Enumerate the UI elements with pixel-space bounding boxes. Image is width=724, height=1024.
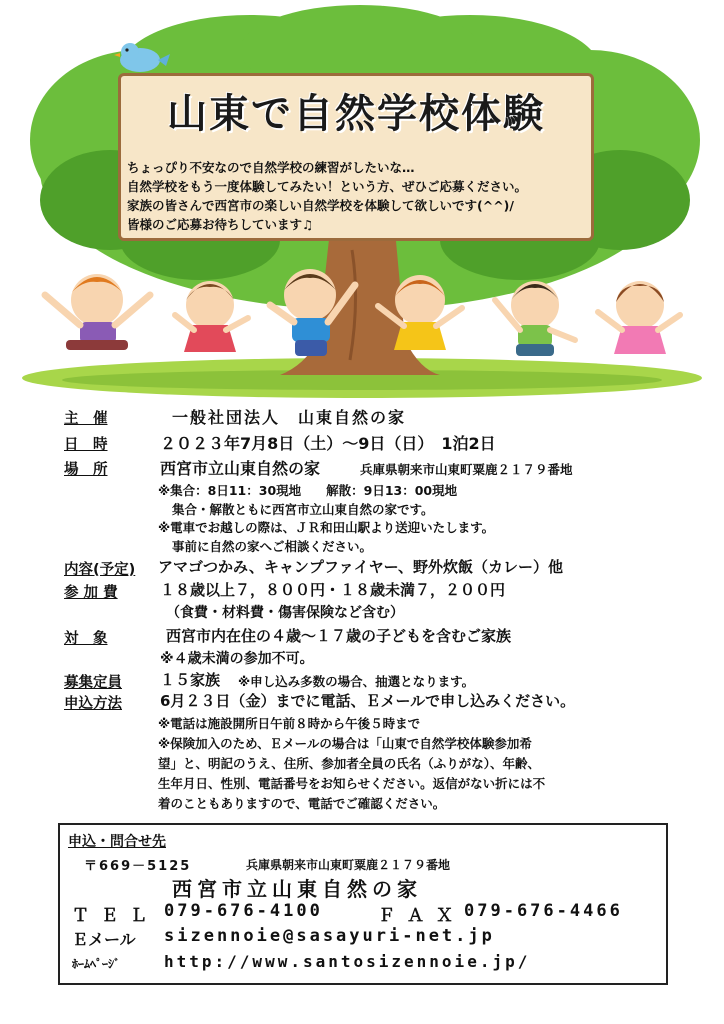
capacity-value: １５家族 — [160, 671, 221, 689]
contact-address: 兵庫県朝来市山東町粟鹿２１７９番地 — [246, 858, 451, 872]
target-note: ※４歳未満の参加不可。 — [160, 651, 314, 667]
tel-number[interactable]: 079-676-4100 — [164, 901, 323, 921]
contact-postal: 〒669－5125 — [84, 859, 192, 874]
contact-org: 西宮市立山東自然の家 — [172, 877, 422, 901]
place-note: 集合・解散ともに西宮市立山東自然の家です。 — [172, 502, 434, 517]
apply-label: 申込方法 — [64, 696, 122, 712]
target-value: 西宮市内在住の４歳～１７歳の子どもを含むご家族 — [166, 627, 512, 645]
intro-line: 皆様のご応募お待ちしています♫ — [127, 217, 314, 232]
contact-heading: 申込・問合せ先 — [68, 834, 166, 850]
intro-line: ちょっぴり不安なので自然学校の練習がしたいな… — [127, 160, 415, 175]
fax-number: 079-676-4466 — [464, 901, 623, 921]
date-value: ２０２３年7月8日（土）～9日（日） 1泊2日 — [160, 434, 496, 453]
capacity-note: ※申し込み多数の場合、抽選となります。 — [238, 674, 475, 689]
fee-note: （食費・材料費・傷害保険など含む） — [166, 605, 404, 621]
target-label: 対 象 — [64, 631, 108, 647]
email-label: Ｅメール — [72, 930, 136, 949]
fax-label: ＦＡＸ — [378, 906, 465, 926]
tel-label: ＴＥＬ — [72, 906, 159, 926]
date-label: 日 時 — [64, 437, 108, 453]
page-title: 山東で自然学校体験 — [167, 91, 545, 137]
apply-note: 生年月日、性別、電話番号をお知らせください。返信がない折には不 — [158, 776, 546, 791]
fee-label: 参 加 費 — [64, 585, 118, 601]
organizer-value: 一般社団法人 山東自然の家 — [172, 408, 407, 427]
place-note: ※電車でお越しの際は、ＪＲ和田山駅より送迎いたします。 — [158, 520, 495, 535]
apply-value: 6月２３日（金）までに電話、Ｅメールで申し込みください。 — [160, 692, 576, 710]
web-label: ﾎｰﾑﾍﾟｰｼﾞ — [72, 957, 121, 971]
organizer-label: 主 催 — [64, 411, 108, 427]
apply-note: 着のこともありますので、電話でご確認ください。 — [158, 796, 446, 811]
intro-line: 自然学校をもう一度体験してみたい！という方、ぜひご応募ください。 — [127, 179, 528, 194]
place-note: ※集合：8日11：30現地 解散：9日13：00現地 — [158, 483, 458, 498]
apply-note: 望」と、明記のうえ、住所、参加者全員の氏名（ふりがな）、年齢、 — [158, 756, 541, 771]
content-label: 内容(予定) — [64, 562, 136, 578]
intro-text — [127, 158, 593, 234]
content-value: アマゴつかみ、キャンプファイヤー、野外炊飯（カレー）他 — [158, 558, 564, 576]
fee-value: １８歳以上７，８００円・１８歳未満７，２００円 — [160, 581, 506, 599]
child-6 — [598, 281, 680, 354]
apply-note: ※電話は施設開所日午前８時から午後５時まで — [158, 716, 421, 731]
web-link[interactable]: http://www.santosizennoie.jp/ — [164, 952, 531, 971]
child-1 — [45, 274, 150, 350]
intro-line: 家族の皆さんで西宮市の楽しい自然学校を体験して欲しいです(^^)/ — [127, 198, 514, 213]
title-board — [118, 73, 594, 241]
apply-note: ※保険加入のため、Ｅメールの場合は「山東で自然学校体験参加希 — [158, 736, 532, 751]
place-label: 場 所 — [64, 462, 108, 478]
place-address: 兵庫県朝来市山東町粟鹿２１７９番地 — [360, 462, 573, 477]
place-note: 事前に自然の家へご相談ください。 — [172, 539, 373, 554]
contact-box — [58, 823, 668, 985]
capacity-label: 募集定員 — [64, 675, 122, 691]
place-name: 西宮市立山東自然の家 — [160, 459, 321, 478]
email-link[interactable]: sizennoie@sasayuri-net.jp — [164, 926, 495, 946]
